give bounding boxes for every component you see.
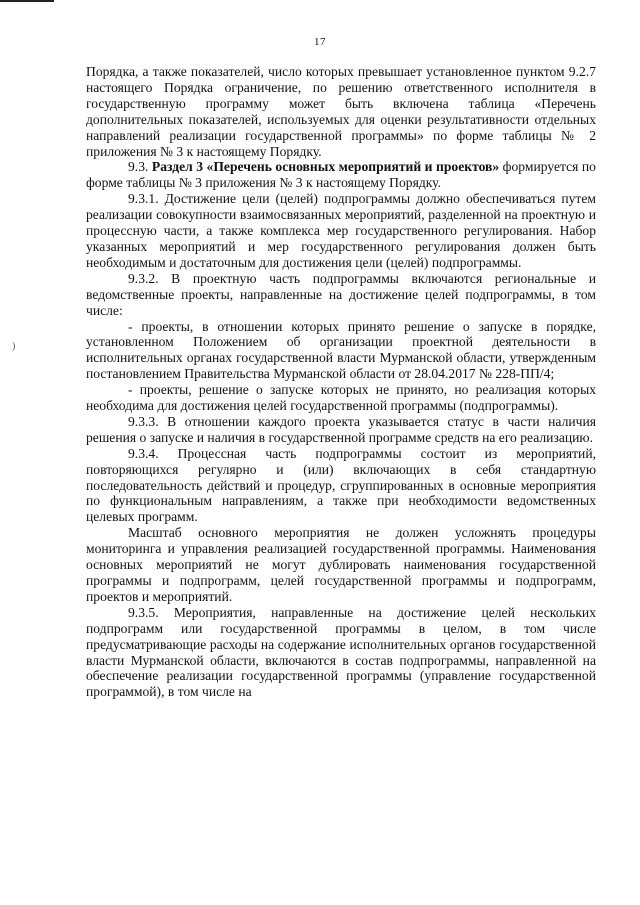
paragraph-9-3-1: 9.3.1. Достижение цели (целей) подпрограммы должно обеспечиваться путем реализации совокупности взаимосвязанных мероприятий, разделенной на проектную и процессную части, а также комплекса мер государственного регулирования. Набор указанных мероприятий и мер государственного регулирования должен быть необходимым и достаточным для достижения цели (целей) подпрограммы. [86,191,596,270]
paragraph-scale: Масштаб основного мероприятия не должен усложнять процедуры мониторинга и управления реализацией государственной программы. Наименования основных мероприятий не могут дублировать наименования государственной программы и подпрограмм, целей государственной программы и подпрограмм, проектов и мероприятий. [86,525,596,604]
paragraph-9-3-5: 9.3.5. Мероприятия, направленные на достижение целей нескольких подпрограмм или государственной программы в целом, в том числе предусматривающие расходы на содержание исполнительных органов государственной власти Мурманской области, включаются в состав подпрограммы, направленной на обеспечение реализации государственной программы (управление государственной программой), в том числе на [86,604,596,700]
paragraph-continuation: Порядка, а также показателей, число которых превышает установленное пунктом 9.2.7 настоящего Порядка ограничение, по решению ответственного исполнителя в государственную программу может быть включена таблица «Перечень дополнительных показателей, используемых для оценки результативности отдельных направлений реализации государственной программы» по форме таблицы № 2 приложения № 3 к настоящему Порядку. [86,64,596,159]
paragraph-9-3-4: 9.3.4. Процессная часть подпрограммы состоит из мероприятий, повторяющихся регулярно и (или) включающих в себя стандартную последовательность действий и процедур, сгруппированных в основные мероприятия по функциональным направлениям, а также при необходимости ведомственных целевых программ. [86,445,596,525]
paragraph-section-3 [86,159,596,191]
page-number: 17 [314,36,326,48]
clause-number: 9.3. [128,159,149,175]
document-body [86,64,596,700]
list-item-projects-not-decided: - проекты, решение о запуске которых не принято, но реализация которых необходима для достижения целей государственной программы (подпрограммы). [86,382,596,414]
paragraph-9-3-3: 9.3.3. В отношении каждого проекта указывается статус в части наличия решения о запуске и наличия в государственной программе средств на его реализацию. [86,413,596,445]
list-item-projects-decided: - проекты, в отношении которых принято решение о запуске в порядке, установленном Положением об организации проектной деятельности в исполнительных органах государственной власти Мурманской области, утвержденным постановлением Правительства Мурманской области от 28.04.2017 № 228-ПП/4; [86,318,596,382]
section-heading: Раздел 3 «Перечень основных мероприятий и проектов» [151,159,500,175]
top-edge-line [0,0,54,2]
section-heading-rest: формируется по форме таблицы № 3 приложения № 3 к настоящему Порядку. [86,159,596,191]
margin-mark: ) [12,341,16,352]
paragraph-9-3-2: 9.3.2. В проектную часть подпрограммы включаются региональные и ведомственные проекты, направленные на достижение целей подпрограммы, в том числе: [86,270,596,318]
